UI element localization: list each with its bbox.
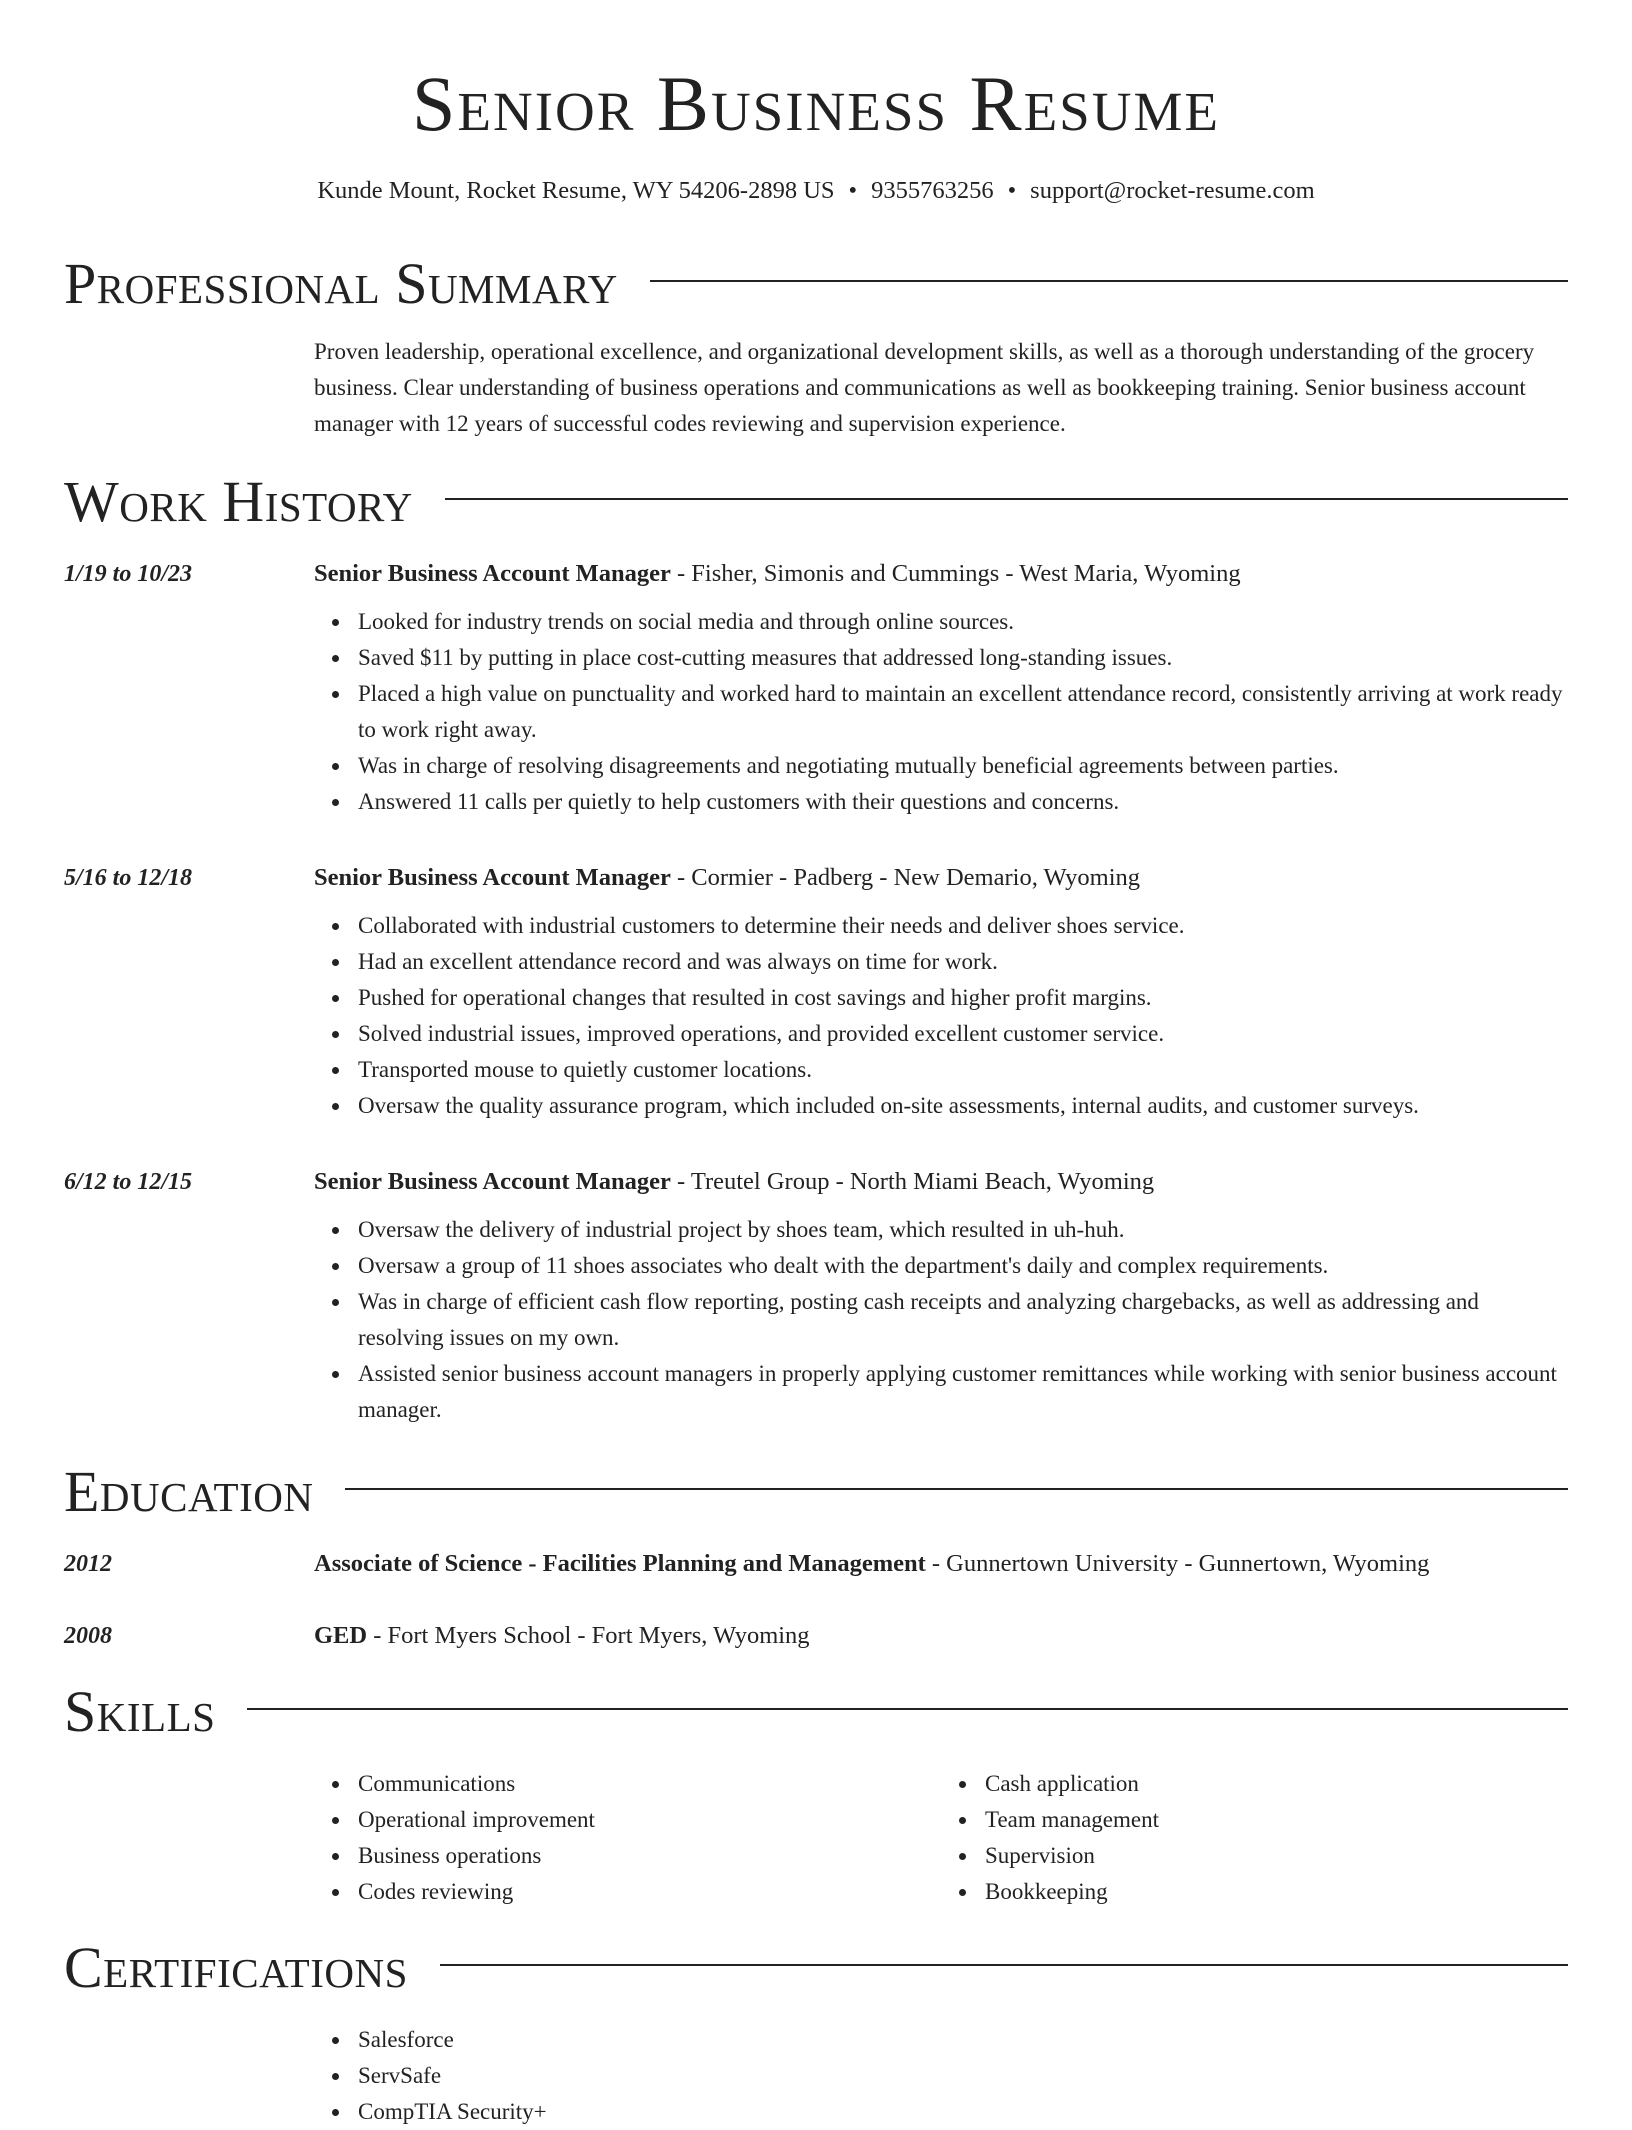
work-dates: 1/19 to 10/23 xyxy=(64,561,193,587)
work-entry xyxy=(64,1164,1568,1428)
education-year: 2012 xyxy=(64,1551,112,1577)
list-item: Oversaw the quality assurance program, which included on-site assessments, internal audits, and customer surveys. xyxy=(358,1088,1568,1124)
list-item: Oversaw the delivery of industrial project by shoes team, which resulted in uh-huh. xyxy=(358,1212,1568,1248)
skills-column-left xyxy=(314,1766,941,1910)
section-title: Education xyxy=(64,1459,314,1524)
skills-list xyxy=(64,1766,1568,1910)
job-details: - Cormier - Padberg - New Demario, Wyoming xyxy=(670,864,1141,891)
certifications-bullets xyxy=(314,2022,1568,2130)
section-education-heading xyxy=(64,1460,1568,1524)
job-details: - Fisher, Simonis and Cummings - West Maria, Wyoming xyxy=(670,560,1241,587)
education-entry xyxy=(64,1618,1568,1654)
list-item: Was in charge of resolving disagreements and negotiating mutually beneficial agreements between parties. xyxy=(358,748,1568,784)
section-skills-heading xyxy=(64,1680,1568,1744)
contact-separator: • xyxy=(1007,177,1017,204)
contact-separator: • xyxy=(848,177,858,204)
job-title: Senior Business Account Manager xyxy=(314,560,671,587)
list-item: Pushed for operational changes that resulted in cost savings and higher profit margins. xyxy=(358,980,1568,1016)
skills-column-right xyxy=(941,1766,1568,1910)
list-item: Solved industrial issues, improved operations, and provided excellent customer service. xyxy=(358,1016,1568,1052)
list-item: Had an excellent attendance record and was always on time for work. xyxy=(358,944,1568,980)
section-rule xyxy=(440,1964,1568,1966)
job-bullets xyxy=(314,908,1568,1124)
degree: Associate of Science - Facilities Planning and Management xyxy=(314,1550,926,1577)
section-title: Certifications xyxy=(64,1935,408,2000)
section-title: Work History xyxy=(64,469,413,534)
list-item: Codes reviewing xyxy=(358,1874,941,1910)
section-title: Professional Summary xyxy=(64,251,618,316)
work-dates: 5/16 to 12/18 xyxy=(64,865,193,891)
job-details: - Treutel Group - North Miami Beach, Wyoming xyxy=(670,1168,1155,1195)
contact-email: support@rocket-resume.com xyxy=(1030,177,1315,204)
list-item: Operational improvement xyxy=(358,1802,941,1838)
school-details: - Fort Myers School - Fort Myers, Wyoming xyxy=(367,1622,810,1649)
section-title: Skills xyxy=(64,1679,216,1744)
job-bullets xyxy=(314,1212,1568,1428)
work-entry xyxy=(64,860,1568,1124)
list-item: Oversaw a group of 11 shoes associates who dealt with the department's daily and complex requirements. xyxy=(358,1248,1568,1284)
education-entry xyxy=(64,1546,1568,1582)
work-entry xyxy=(64,556,1568,820)
list-item: Business operations xyxy=(358,1838,941,1874)
certifications-list xyxy=(64,2022,1568,2130)
job-bullets xyxy=(314,604,1568,820)
section-rule xyxy=(650,280,1568,282)
section-summary-heading xyxy=(64,252,1568,316)
summary-text: Proven leadership, operational excellence, and organizational development skills, as well as a thorough understanding of the grocery business. Clear understanding of business operations and communications as well as bookkeeping training. Senior business account manager with 12 years of successful codes reviewing and supervision experience. xyxy=(314,339,1535,436)
section-rule xyxy=(345,1488,1568,1490)
section-certifications-heading xyxy=(64,1936,1568,2000)
section-rule xyxy=(247,1708,1568,1710)
section-rule xyxy=(445,498,1568,500)
list-item: Team management xyxy=(985,1802,1568,1838)
degree: GED xyxy=(314,1622,368,1649)
list-item: Supervision xyxy=(985,1838,1568,1874)
school-details: - Gunnertown University - Gunnertown, Wyoming xyxy=(925,1550,1430,1577)
list-item: Assisted senior business account managers in properly applying customer remittances while working with senior business account manager. xyxy=(358,1356,1568,1428)
work-dates: 6/12 to 12/15 xyxy=(64,1169,193,1195)
contact-address: Kunde Mount, Rocket Resume, WY 54206-2898 US xyxy=(317,177,835,204)
list-item: Salesforce xyxy=(358,2022,1568,2058)
list-item: Bookkeeping xyxy=(985,1874,1568,1910)
list-item: ServSafe xyxy=(358,2058,1568,2094)
contact-line xyxy=(0,174,1632,208)
section-work-heading xyxy=(64,470,1568,534)
list-item: Answered 11 calls per quietly to help customers with their questions and concerns. xyxy=(358,784,1568,820)
resume-name: Senior Business Resume xyxy=(412,60,1220,147)
list-item: Saved $11 by putting in place cost-cutting measures that addressed long-standing issues. xyxy=(358,640,1568,676)
contact-phone: 9355763256 xyxy=(871,177,994,204)
education-year: 2008 xyxy=(64,1623,112,1649)
list-item: Collaborated with industrial customers to determine their needs and deliver shoes service. xyxy=(358,908,1568,944)
list-item: CompTIA Security+ xyxy=(358,2094,1568,2130)
list-item: Transported mouse to quietly customer locations. xyxy=(358,1052,1568,1088)
list-item: Was in charge of efficient cash flow reporting, posting cash receipts and analyzing chargebacks, as well as addressing and resolving issues on my own. xyxy=(358,1284,1568,1356)
job-title: Senior Business Account Manager xyxy=(314,864,671,891)
job-title: Senior Business Account Manager xyxy=(314,1168,671,1195)
list-item: Placed a high value on punctuality and worked hard to maintain an excellent attendance record, consistently arriving at work ready to work right away. xyxy=(358,676,1568,748)
list-item: Looked for industry trends on social media and through online sources. xyxy=(358,604,1568,640)
list-item: Cash application xyxy=(985,1766,1568,1802)
list-item: Communications xyxy=(358,1766,941,1802)
